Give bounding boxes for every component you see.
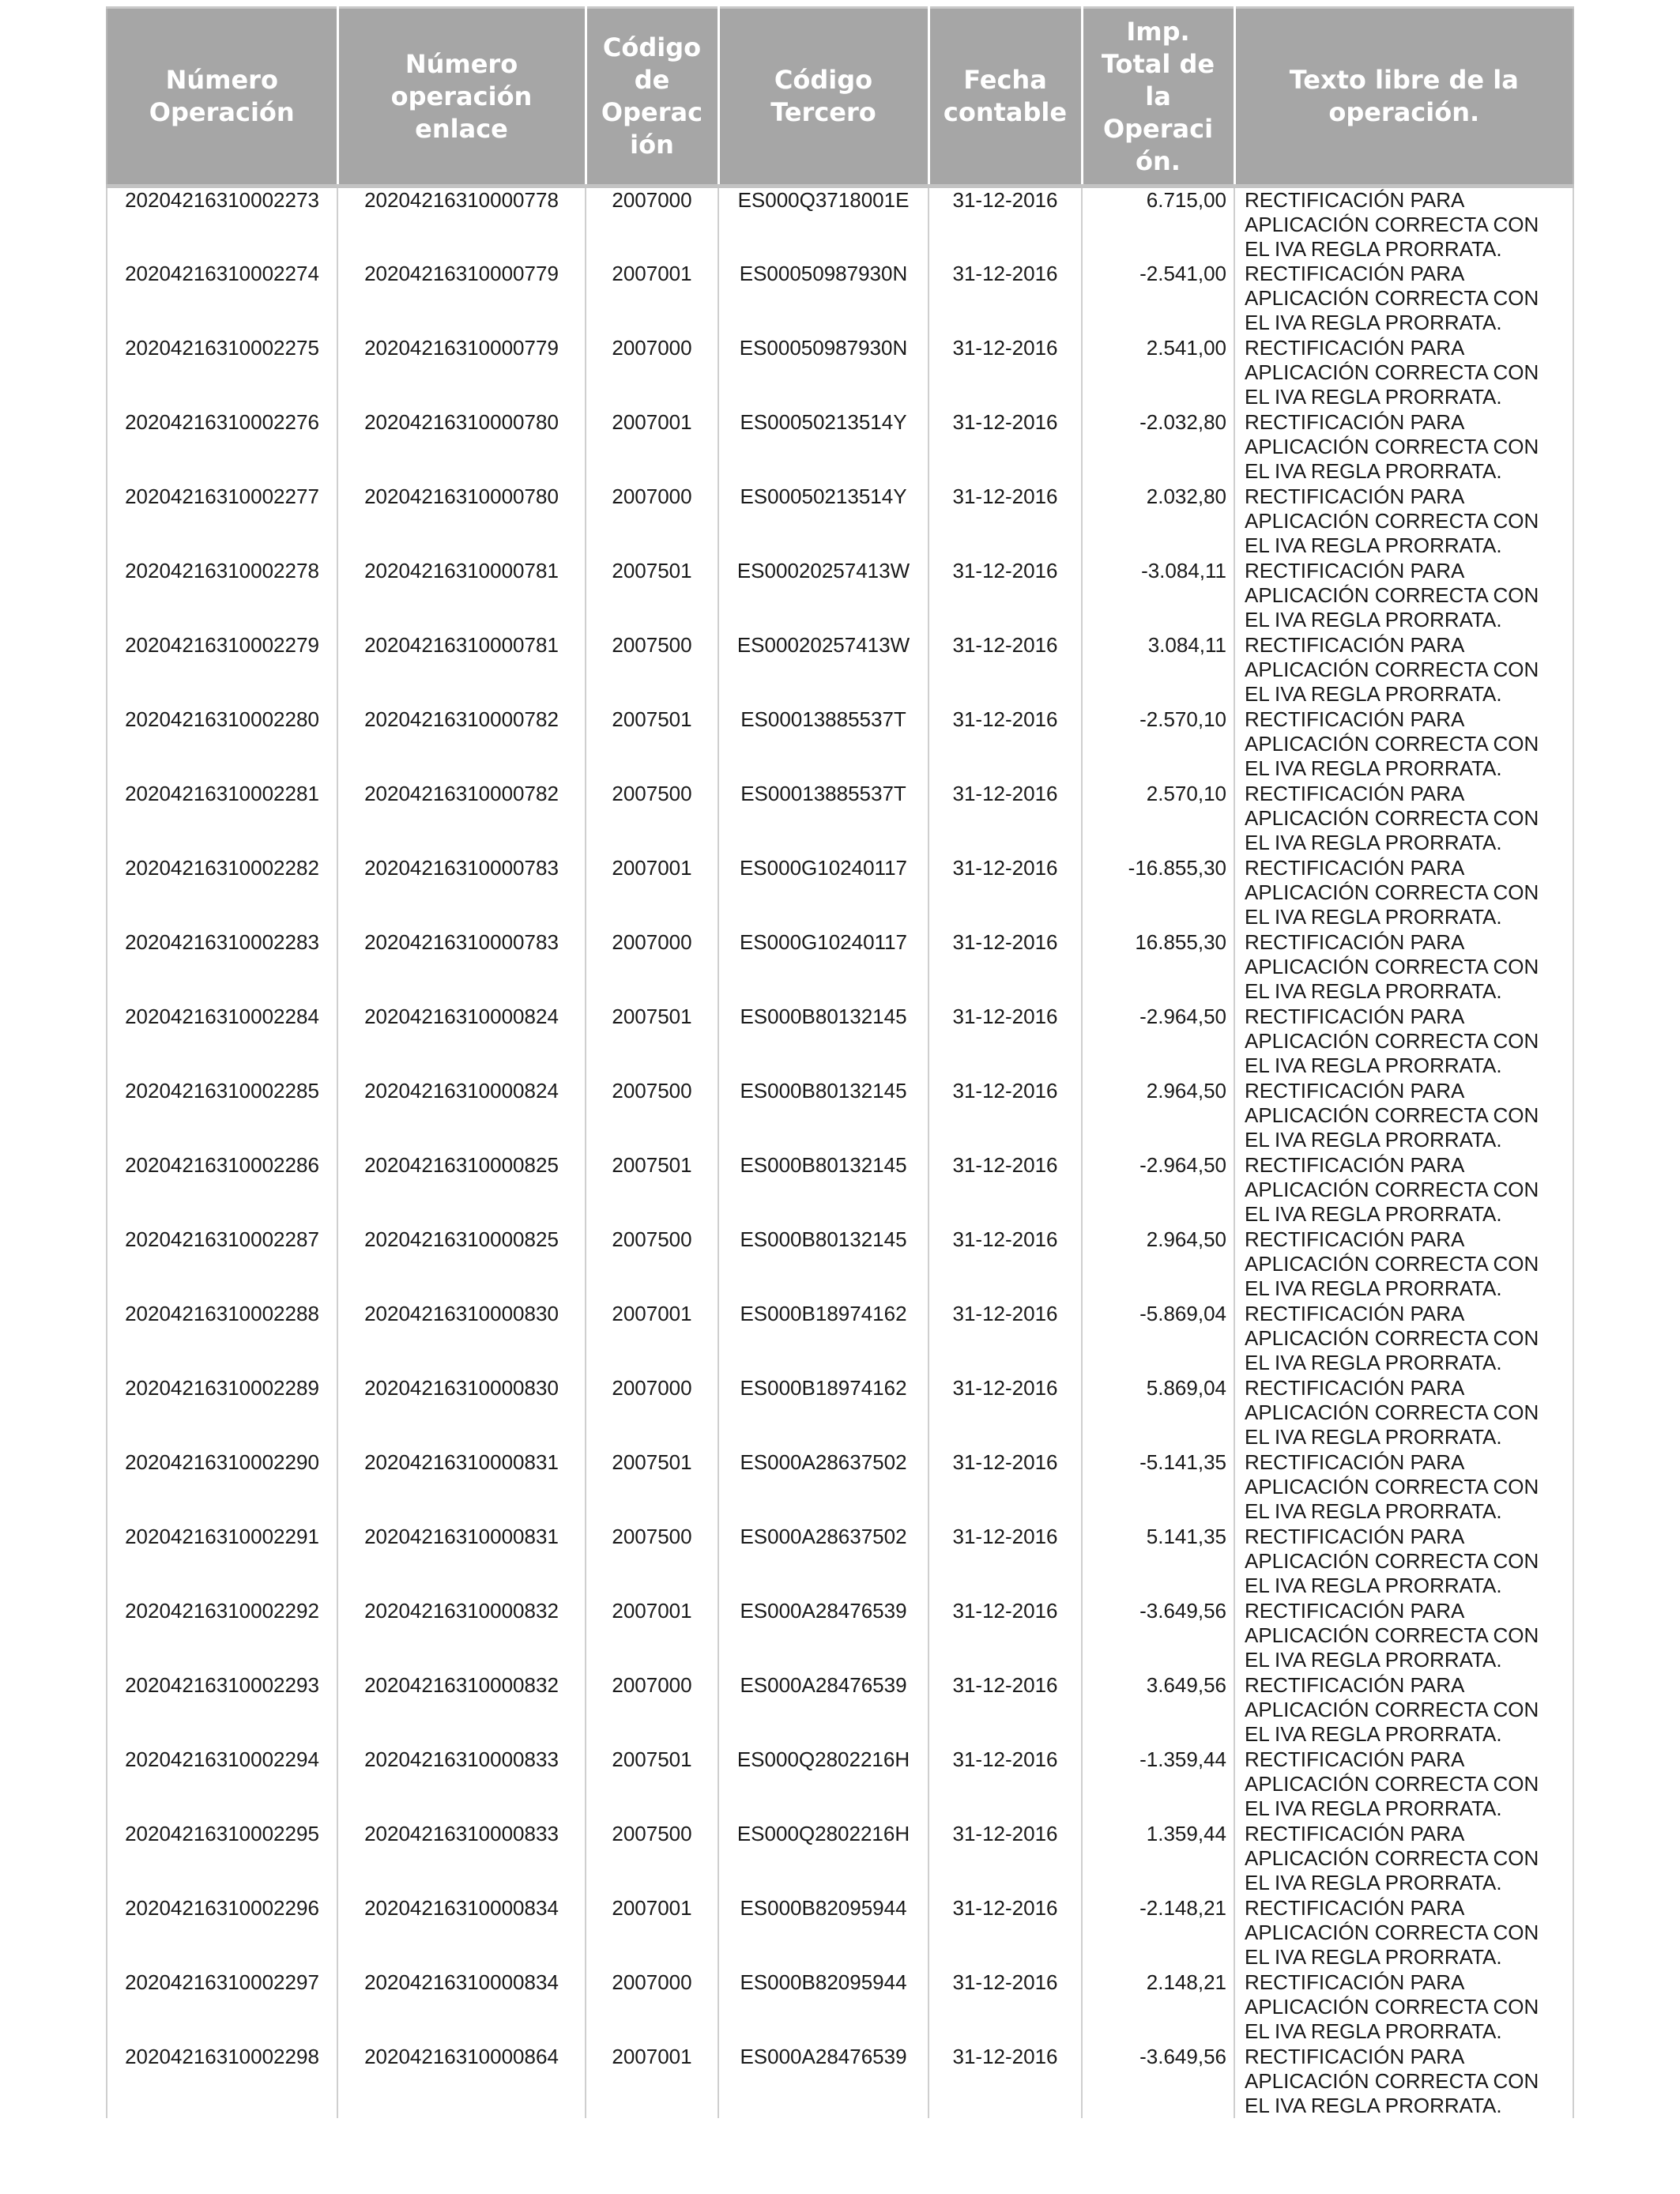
cell-numero-operacion: 20204216310002297 bbox=[107, 1970, 337, 2045]
cell-codigo-operacion: 2007501 bbox=[586, 559, 718, 633]
cell-numero-operacion: 20204216310002278 bbox=[107, 559, 337, 633]
table-row bbox=[107, 1153, 1573, 1227]
cell-numero-operacion-enlace: 20204216310000833 bbox=[337, 1747, 586, 1822]
cell-numero-operacion: 20204216310002295 bbox=[107, 1822, 337, 1896]
cell-texto-libre: RECTIFICACIÓN PARA APLICACIÓN CORRECTA CON EL IVA REGLA PRORRATA. bbox=[1234, 1079, 1573, 1153]
cell-codigo-tercero: ES000Q3718001E bbox=[718, 187, 929, 262]
cell-numero-operacion: 20204216310002274 bbox=[107, 262, 337, 336]
cell-codigo-operacion: 2007000 bbox=[586, 484, 718, 559]
header-numero-operacion-enlace: Número operación enlace bbox=[337, 8, 586, 187]
cell-numero-operacion-enlace: 20204216310000825 bbox=[337, 1153, 586, 1227]
cell-numero-operacion: 20204216310002292 bbox=[107, 1599, 337, 1673]
cell-importe-total: 6.715,00 bbox=[1082, 187, 1234, 262]
cell-codigo-operacion: 2007500 bbox=[586, 1079, 718, 1153]
cell-codigo-operacion: 2007000 bbox=[586, 1673, 718, 1747]
cell-codigo-tercero: ES000A28476539 bbox=[718, 2045, 929, 2118]
cell-texto-libre: RECTIFICACIÓN PARA APLICACIÓN CORRECTA CON EL IVA REGLA PRORRATA. bbox=[1234, 930, 1573, 1005]
cell-numero-operacion-enlace: 20204216310000779 bbox=[337, 336, 586, 410]
header-numero-operacion: Número Operación bbox=[107, 8, 337, 187]
cell-codigo-tercero: ES000B82095944 bbox=[718, 1970, 929, 2045]
cell-fecha-contable: 31-12-2016 bbox=[929, 1896, 1082, 1970]
table-row bbox=[107, 782, 1573, 856]
cell-importe-total: -2.964,50 bbox=[1082, 1005, 1234, 1079]
cell-numero-operacion: 20204216310002287 bbox=[107, 1227, 337, 1302]
cell-fecha-contable: 31-12-2016 bbox=[929, 1747, 1082, 1822]
cell-codigo-operacion: 2007001 bbox=[586, 410, 718, 484]
cell-codigo-tercero: ES00020257413W bbox=[718, 559, 929, 633]
table-row bbox=[107, 1079, 1573, 1153]
cell-texto-libre: RECTIFICACIÓN PARA APLICACIÓN CORRECTA CON EL IVA REGLA PRORRATA. bbox=[1234, 410, 1573, 484]
table-row bbox=[107, 1227, 1573, 1302]
cell-numero-operacion-enlace: 20204216310000831 bbox=[337, 1525, 586, 1599]
cell-fecha-contable: 31-12-2016 bbox=[929, 633, 1082, 707]
cell-importe-total: -5.869,04 bbox=[1082, 1302, 1234, 1376]
cell-codigo-operacion: 2007001 bbox=[586, 262, 718, 336]
cell-texto-libre: RECTIFICACIÓN PARA APLICACIÓN CORRECTA CON EL IVA REGLA PRORRATA. bbox=[1234, 1153, 1573, 1227]
cell-fecha-contable: 31-12-2016 bbox=[929, 1822, 1082, 1896]
cell-codigo-operacion: 2007001 bbox=[586, 1302, 718, 1376]
cell-codigo-operacion: 2007500 bbox=[586, 1525, 718, 1599]
cell-texto-libre: RECTIFICACIÓN PARA APLICACIÓN CORRECTA CON EL IVA REGLA PRORRATA. bbox=[1234, 1822, 1573, 1896]
cell-numero-operacion: 20204216310002280 bbox=[107, 707, 337, 782]
cell-fecha-contable: 31-12-2016 bbox=[929, 1673, 1082, 1747]
cell-codigo-operacion: 2007000 bbox=[586, 930, 718, 1005]
cell-fecha-contable: 31-12-2016 bbox=[929, 856, 1082, 930]
cell-codigo-operacion: 2007501 bbox=[586, 707, 718, 782]
header-importe-total: Imp. Total de la Operaci ón. bbox=[1082, 8, 1234, 187]
cell-fecha-contable: 31-12-2016 bbox=[929, 484, 1082, 559]
cell-codigo-tercero: ES00050213514Y bbox=[718, 484, 929, 559]
cell-numero-operacion-enlace: 20204216310000824 bbox=[337, 1005, 586, 1079]
cell-codigo-tercero: ES000B80132145 bbox=[718, 1153, 929, 1227]
cell-importe-total: -1.359,44 bbox=[1082, 1747, 1234, 1822]
cell-numero-operacion-enlace: 20204216310000783 bbox=[337, 856, 586, 930]
header-codigo-operacion: Código de Operac ión bbox=[586, 8, 718, 187]
cell-numero-operacion-enlace: 20204216310000832 bbox=[337, 1673, 586, 1747]
cell-numero-operacion: 20204216310002275 bbox=[107, 336, 337, 410]
cell-numero-operacion: 20204216310002294 bbox=[107, 1747, 337, 1822]
cell-codigo-operacion: 2007001 bbox=[586, 1599, 718, 1673]
cell-fecha-contable: 31-12-2016 bbox=[929, 336, 1082, 410]
cell-numero-operacion-enlace: 20204216310000830 bbox=[337, 1302, 586, 1376]
cell-importe-total: -2.570,10 bbox=[1082, 707, 1234, 782]
cell-importe-total: 5.141,35 bbox=[1082, 1525, 1234, 1599]
table-row bbox=[107, 1005, 1573, 1079]
table-body bbox=[107, 187, 1573, 2119]
cell-fecha-contable: 31-12-2016 bbox=[929, 930, 1082, 1005]
cell-codigo-tercero: ES00050213514Y bbox=[718, 410, 929, 484]
cell-fecha-contable: 31-12-2016 bbox=[929, 1376, 1082, 1450]
document-page bbox=[106, 6, 1573, 2118]
cell-importe-total: -2.964,50 bbox=[1082, 1153, 1234, 1227]
cell-importe-total: 3.084,11 bbox=[1082, 633, 1234, 707]
cell-codigo-tercero: ES000B80132145 bbox=[718, 1079, 929, 1153]
cell-texto-libre: RECTIFICACIÓN PARA APLICACIÓN CORRECTA CON EL IVA REGLA PRORRATA. bbox=[1234, 1896, 1573, 1970]
table-row bbox=[107, 930, 1573, 1005]
cell-texto-libre: RECTIFICACIÓN PARA APLICACIÓN CORRECTA CON EL IVA REGLA PRORRATA. bbox=[1234, 187, 1573, 262]
header-fecha-contable: Fecha contable bbox=[929, 8, 1082, 187]
cell-numero-operacion: 20204216310002279 bbox=[107, 633, 337, 707]
cell-texto-libre: RECTIFICACIÓN PARA APLICACIÓN CORRECTA CON EL IVA REGLA PRORRATA. bbox=[1234, 1005, 1573, 1079]
cell-numero-operacion-enlace: 20204216310000832 bbox=[337, 1599, 586, 1673]
table-row bbox=[107, 1970, 1573, 2045]
cell-numero-operacion-enlace: 20204216310000781 bbox=[337, 633, 586, 707]
cell-importe-total: -16.855,30 bbox=[1082, 856, 1234, 930]
cell-texto-libre: RECTIFICACIÓN PARA APLICACIÓN CORRECTA CON EL IVA REGLA PRORRATA. bbox=[1234, 1450, 1573, 1525]
cell-numero-operacion: 20204216310002277 bbox=[107, 484, 337, 559]
cell-fecha-contable: 31-12-2016 bbox=[929, 187, 1082, 262]
table-row bbox=[107, 856, 1573, 930]
table-row bbox=[107, 336, 1573, 410]
cell-importe-total: 3.649,56 bbox=[1082, 1673, 1234, 1747]
cell-codigo-operacion: 2007501 bbox=[586, 1153, 718, 1227]
cell-texto-libre: RECTIFICACIÓN PARA APLICACIÓN CORRECTA CON EL IVA REGLA PRORRATA. bbox=[1234, 262, 1573, 336]
cell-texto-libre: RECTIFICACIÓN PARA APLICACIÓN CORRECTA CON EL IVA REGLA PRORRATA. bbox=[1234, 1599, 1573, 1673]
cell-codigo-operacion: 2007000 bbox=[586, 1376, 718, 1450]
cell-codigo-tercero: ES000A28637502 bbox=[718, 1450, 929, 1525]
operations-table bbox=[106, 6, 1574, 2118]
cell-numero-operacion-enlace: 20204216310000830 bbox=[337, 1376, 586, 1450]
cell-importe-total: -5.141,35 bbox=[1082, 1450, 1234, 1525]
cell-fecha-contable: 31-12-2016 bbox=[929, 2045, 1082, 2118]
cell-numero-operacion-enlace: 20204216310000779 bbox=[337, 262, 586, 336]
cell-numero-operacion-enlace: 20204216310000825 bbox=[337, 1227, 586, 1302]
header-row bbox=[107, 8, 1573, 187]
cell-numero-operacion: 20204216310002288 bbox=[107, 1302, 337, 1376]
cell-codigo-operacion: 2007001 bbox=[586, 1896, 718, 1970]
cell-fecha-contable: 31-12-2016 bbox=[929, 1525, 1082, 1599]
cell-importe-total: 2.964,50 bbox=[1082, 1079, 1234, 1153]
cell-codigo-operacion: 2007001 bbox=[586, 2045, 718, 2118]
cell-importe-total: 2.570,10 bbox=[1082, 782, 1234, 856]
cell-texto-libre: RECTIFICACIÓN PARA APLICACIÓN CORRECTA CON EL IVA REGLA PRORRATA. bbox=[1234, 2045, 1573, 2118]
table-row bbox=[107, 1747, 1573, 1822]
cell-codigo-tercero: ES00020257413W bbox=[718, 633, 929, 707]
cell-texto-libre: RECTIFICACIÓN PARA APLICACIÓN CORRECTA CON EL IVA REGLA PRORRATA. bbox=[1234, 1302, 1573, 1376]
cell-fecha-contable: 31-12-2016 bbox=[929, 1450, 1082, 1525]
cell-texto-libre: RECTIFICACIÓN PARA APLICACIÓN CORRECTA CON EL IVA REGLA PRORRATA. bbox=[1234, 1376, 1573, 1450]
cell-texto-libre: RECTIFICACIÓN PARA APLICACIÓN CORRECTA CON EL IVA REGLA PRORRATA. bbox=[1234, 856, 1573, 930]
cell-texto-libre: RECTIFICACIÓN PARA APLICACIÓN CORRECTA CON EL IVA REGLA PRORRATA. bbox=[1234, 1673, 1573, 1747]
cell-codigo-operacion: 2007501 bbox=[586, 1005, 718, 1079]
cell-codigo-tercero: ES000Q2802216H bbox=[718, 1747, 929, 1822]
cell-fecha-contable: 31-12-2016 bbox=[929, 410, 1082, 484]
cell-codigo-operacion: 2007000 bbox=[586, 1970, 718, 2045]
cell-importe-total: -3.649,56 bbox=[1082, 1599, 1234, 1673]
cell-texto-libre: RECTIFICACIÓN PARA APLICACIÓN CORRECTA CON EL IVA REGLA PRORRATA. bbox=[1234, 559, 1573, 633]
cell-texto-libre: RECTIFICACIÓN PARA APLICACIÓN CORRECTA CON EL IVA REGLA PRORRATA. bbox=[1234, 707, 1573, 782]
cell-fecha-contable: 31-12-2016 bbox=[929, 1153, 1082, 1227]
table-row bbox=[107, 559, 1573, 633]
cell-codigo-tercero: ES000A28476539 bbox=[718, 1599, 929, 1673]
table-row bbox=[107, 1673, 1573, 1747]
cell-codigo-tercero: ES000B18974162 bbox=[718, 1376, 929, 1450]
cell-fecha-contable: 31-12-2016 bbox=[929, 1227, 1082, 1302]
table-row bbox=[107, 1525, 1573, 1599]
cell-importe-total: 1.359,44 bbox=[1082, 1822, 1234, 1896]
cell-importe-total: -3.084,11 bbox=[1082, 559, 1234, 633]
cell-codigo-operacion: 2007500 bbox=[586, 1822, 718, 1896]
cell-texto-libre: RECTIFICACIÓN PARA APLICACIÓN CORRECTA CON EL IVA REGLA PRORRATA. bbox=[1234, 782, 1573, 856]
table-header bbox=[107, 8, 1573, 187]
cell-numero-operacion-enlace: 20204216310000781 bbox=[337, 559, 586, 633]
cell-importe-total: -2.032,80 bbox=[1082, 410, 1234, 484]
cell-codigo-operacion: 2007000 bbox=[586, 336, 718, 410]
cell-fecha-contable: 31-12-2016 bbox=[929, 707, 1082, 782]
cell-codigo-operacion: 2007500 bbox=[586, 633, 718, 707]
cell-codigo-operacion: 2007501 bbox=[586, 1450, 718, 1525]
table-row bbox=[107, 262, 1573, 336]
cell-fecha-contable: 31-12-2016 bbox=[929, 262, 1082, 336]
cell-codigo-tercero: ES000B18974162 bbox=[718, 1302, 929, 1376]
cell-numero-operacion-enlace: 20204216310000824 bbox=[337, 1079, 586, 1153]
cell-importe-total: -3.649,56 bbox=[1082, 2045, 1234, 2118]
cell-codigo-tercero: ES000Q2802216H bbox=[718, 1822, 929, 1896]
cell-numero-operacion: 20204216310002276 bbox=[107, 410, 337, 484]
cell-fecha-contable: 31-12-2016 bbox=[929, 782, 1082, 856]
cell-codigo-tercero: ES000B80132145 bbox=[718, 1005, 929, 1079]
cell-texto-libre: RECTIFICACIÓN PARA APLICACIÓN CORRECTA CON EL IVA REGLA PRORRATA. bbox=[1234, 1227, 1573, 1302]
table-row bbox=[107, 410, 1573, 484]
cell-importe-total: 2.541,00 bbox=[1082, 336, 1234, 410]
cell-importe-total: 2.032,80 bbox=[1082, 484, 1234, 559]
cell-numero-operacion: 20204216310002273 bbox=[107, 187, 337, 262]
table-row bbox=[107, 1450, 1573, 1525]
cell-fecha-contable: 31-12-2016 bbox=[929, 1302, 1082, 1376]
cell-numero-operacion-enlace: 20204216310000864 bbox=[337, 2045, 586, 2118]
cell-importe-total: 16.855,30 bbox=[1082, 930, 1234, 1005]
cell-fecha-contable: 31-12-2016 bbox=[929, 559, 1082, 633]
cell-numero-operacion-enlace: 20204216310000780 bbox=[337, 410, 586, 484]
cell-numero-operacion: 20204216310002289 bbox=[107, 1376, 337, 1450]
cell-numero-operacion-enlace: 20204216310000831 bbox=[337, 1450, 586, 1525]
cell-codigo-tercero: ES000A28637502 bbox=[718, 1525, 929, 1599]
cell-codigo-tercero: ES00050987930N bbox=[718, 262, 929, 336]
cell-importe-total: 2.148,21 bbox=[1082, 1970, 1234, 2045]
cell-codigo-tercero: ES000G10240117 bbox=[718, 856, 929, 930]
table-row bbox=[107, 187, 1573, 262]
cell-numero-operacion: 20204216310002291 bbox=[107, 1525, 337, 1599]
header-codigo-tercero: Código Tercero bbox=[718, 8, 929, 187]
cell-numero-operacion: 20204216310002286 bbox=[107, 1153, 337, 1227]
cell-codigo-tercero: ES000B82095944 bbox=[718, 1896, 929, 1970]
table-row bbox=[107, 1822, 1573, 1896]
cell-numero-operacion-enlace: 20204216310000780 bbox=[337, 484, 586, 559]
cell-codigo-tercero: ES000B80132145 bbox=[718, 1227, 929, 1302]
cell-fecha-contable: 31-12-2016 bbox=[929, 1005, 1082, 1079]
table-row bbox=[107, 1376, 1573, 1450]
cell-numero-operacion-enlace: 20204216310000834 bbox=[337, 1896, 586, 1970]
cell-numero-operacion: 20204216310002283 bbox=[107, 930, 337, 1005]
cell-numero-operacion: 20204216310002284 bbox=[107, 1005, 337, 1079]
cell-numero-operacion-enlace: 20204216310000833 bbox=[337, 1822, 586, 1896]
cell-texto-libre: RECTIFICACIÓN PARA APLICACIÓN CORRECTA CON EL IVA REGLA PRORRATA. bbox=[1234, 484, 1573, 559]
cell-codigo-operacion: 2007501 bbox=[586, 1747, 718, 1822]
cell-numero-operacion-enlace: 20204216310000783 bbox=[337, 930, 586, 1005]
cell-numero-operacion: 20204216310002298 bbox=[107, 2045, 337, 2118]
cell-numero-operacion-enlace: 20204216310000782 bbox=[337, 707, 586, 782]
cell-numero-operacion-enlace: 20204216310000782 bbox=[337, 782, 586, 856]
table-row bbox=[107, 633, 1573, 707]
cell-importe-total: 5.869,04 bbox=[1082, 1376, 1234, 1450]
cell-codigo-tercero: ES00013885537T bbox=[718, 782, 929, 856]
table-row bbox=[107, 707, 1573, 782]
cell-codigo-tercero: ES000G10240117 bbox=[718, 930, 929, 1005]
cell-codigo-operacion: 2007001 bbox=[586, 856, 718, 930]
table-row bbox=[107, 1599, 1573, 1673]
cell-numero-operacion: 20204216310002296 bbox=[107, 1896, 337, 1970]
header-texto-libre: Texto libre de la operación. bbox=[1234, 8, 1573, 187]
cell-fecha-contable: 31-12-2016 bbox=[929, 1079, 1082, 1153]
cell-codigo-operacion: 2007500 bbox=[586, 1227, 718, 1302]
cell-importe-total: -2.541,00 bbox=[1082, 262, 1234, 336]
cell-fecha-contable: 31-12-2016 bbox=[929, 1970, 1082, 2045]
cell-fecha-contable: 31-12-2016 bbox=[929, 1599, 1082, 1673]
cell-numero-operacion: 20204216310002282 bbox=[107, 856, 337, 930]
cell-numero-operacion-enlace: 20204216310000778 bbox=[337, 187, 586, 262]
cell-codigo-tercero: ES00013885537T bbox=[718, 707, 929, 782]
cell-importe-total: -2.148,21 bbox=[1082, 1896, 1234, 1970]
cell-numero-operacion: 20204216310002285 bbox=[107, 1079, 337, 1153]
cell-texto-libre: RECTIFICACIÓN PARA APLICACIÓN CORRECTA CON EL IVA REGLA PRORRATA. bbox=[1234, 1525, 1573, 1599]
cell-numero-operacion: 20204216310002293 bbox=[107, 1673, 337, 1747]
cell-texto-libre: RECTIFICACIÓN PARA APLICACIÓN CORRECTA CON EL IVA REGLA PRORRATA. bbox=[1234, 1970, 1573, 2045]
cell-codigo-operacion: 2007500 bbox=[586, 782, 718, 856]
cell-numero-operacion: 20204216310002290 bbox=[107, 1450, 337, 1525]
table-row bbox=[107, 1896, 1573, 1970]
cell-texto-libre: RECTIFICACIÓN PARA APLICACIÓN CORRECTA CON EL IVA REGLA PRORRATA. bbox=[1234, 1747, 1573, 1822]
cell-codigo-tercero: ES000A28476539 bbox=[718, 1673, 929, 1747]
cell-texto-libre: RECTIFICACIÓN PARA APLICACIÓN CORRECTA CON EL IVA REGLA PRORRATA. bbox=[1234, 336, 1573, 410]
cell-texto-libre: RECTIFICACIÓN PARA APLICACIÓN CORRECTA CON EL IVA REGLA PRORRATA. bbox=[1234, 633, 1573, 707]
table-row bbox=[107, 1302, 1573, 1376]
cell-codigo-operacion: 2007000 bbox=[586, 187, 718, 262]
table-row bbox=[107, 484, 1573, 559]
table-row bbox=[107, 2045, 1573, 2118]
cell-numero-operacion-enlace: 20204216310000834 bbox=[337, 1970, 586, 2045]
cell-numero-operacion: 20204216310002281 bbox=[107, 782, 337, 856]
cell-codigo-tercero: ES00050987930N bbox=[718, 336, 929, 410]
cell-importe-total: 2.964,50 bbox=[1082, 1227, 1234, 1302]
